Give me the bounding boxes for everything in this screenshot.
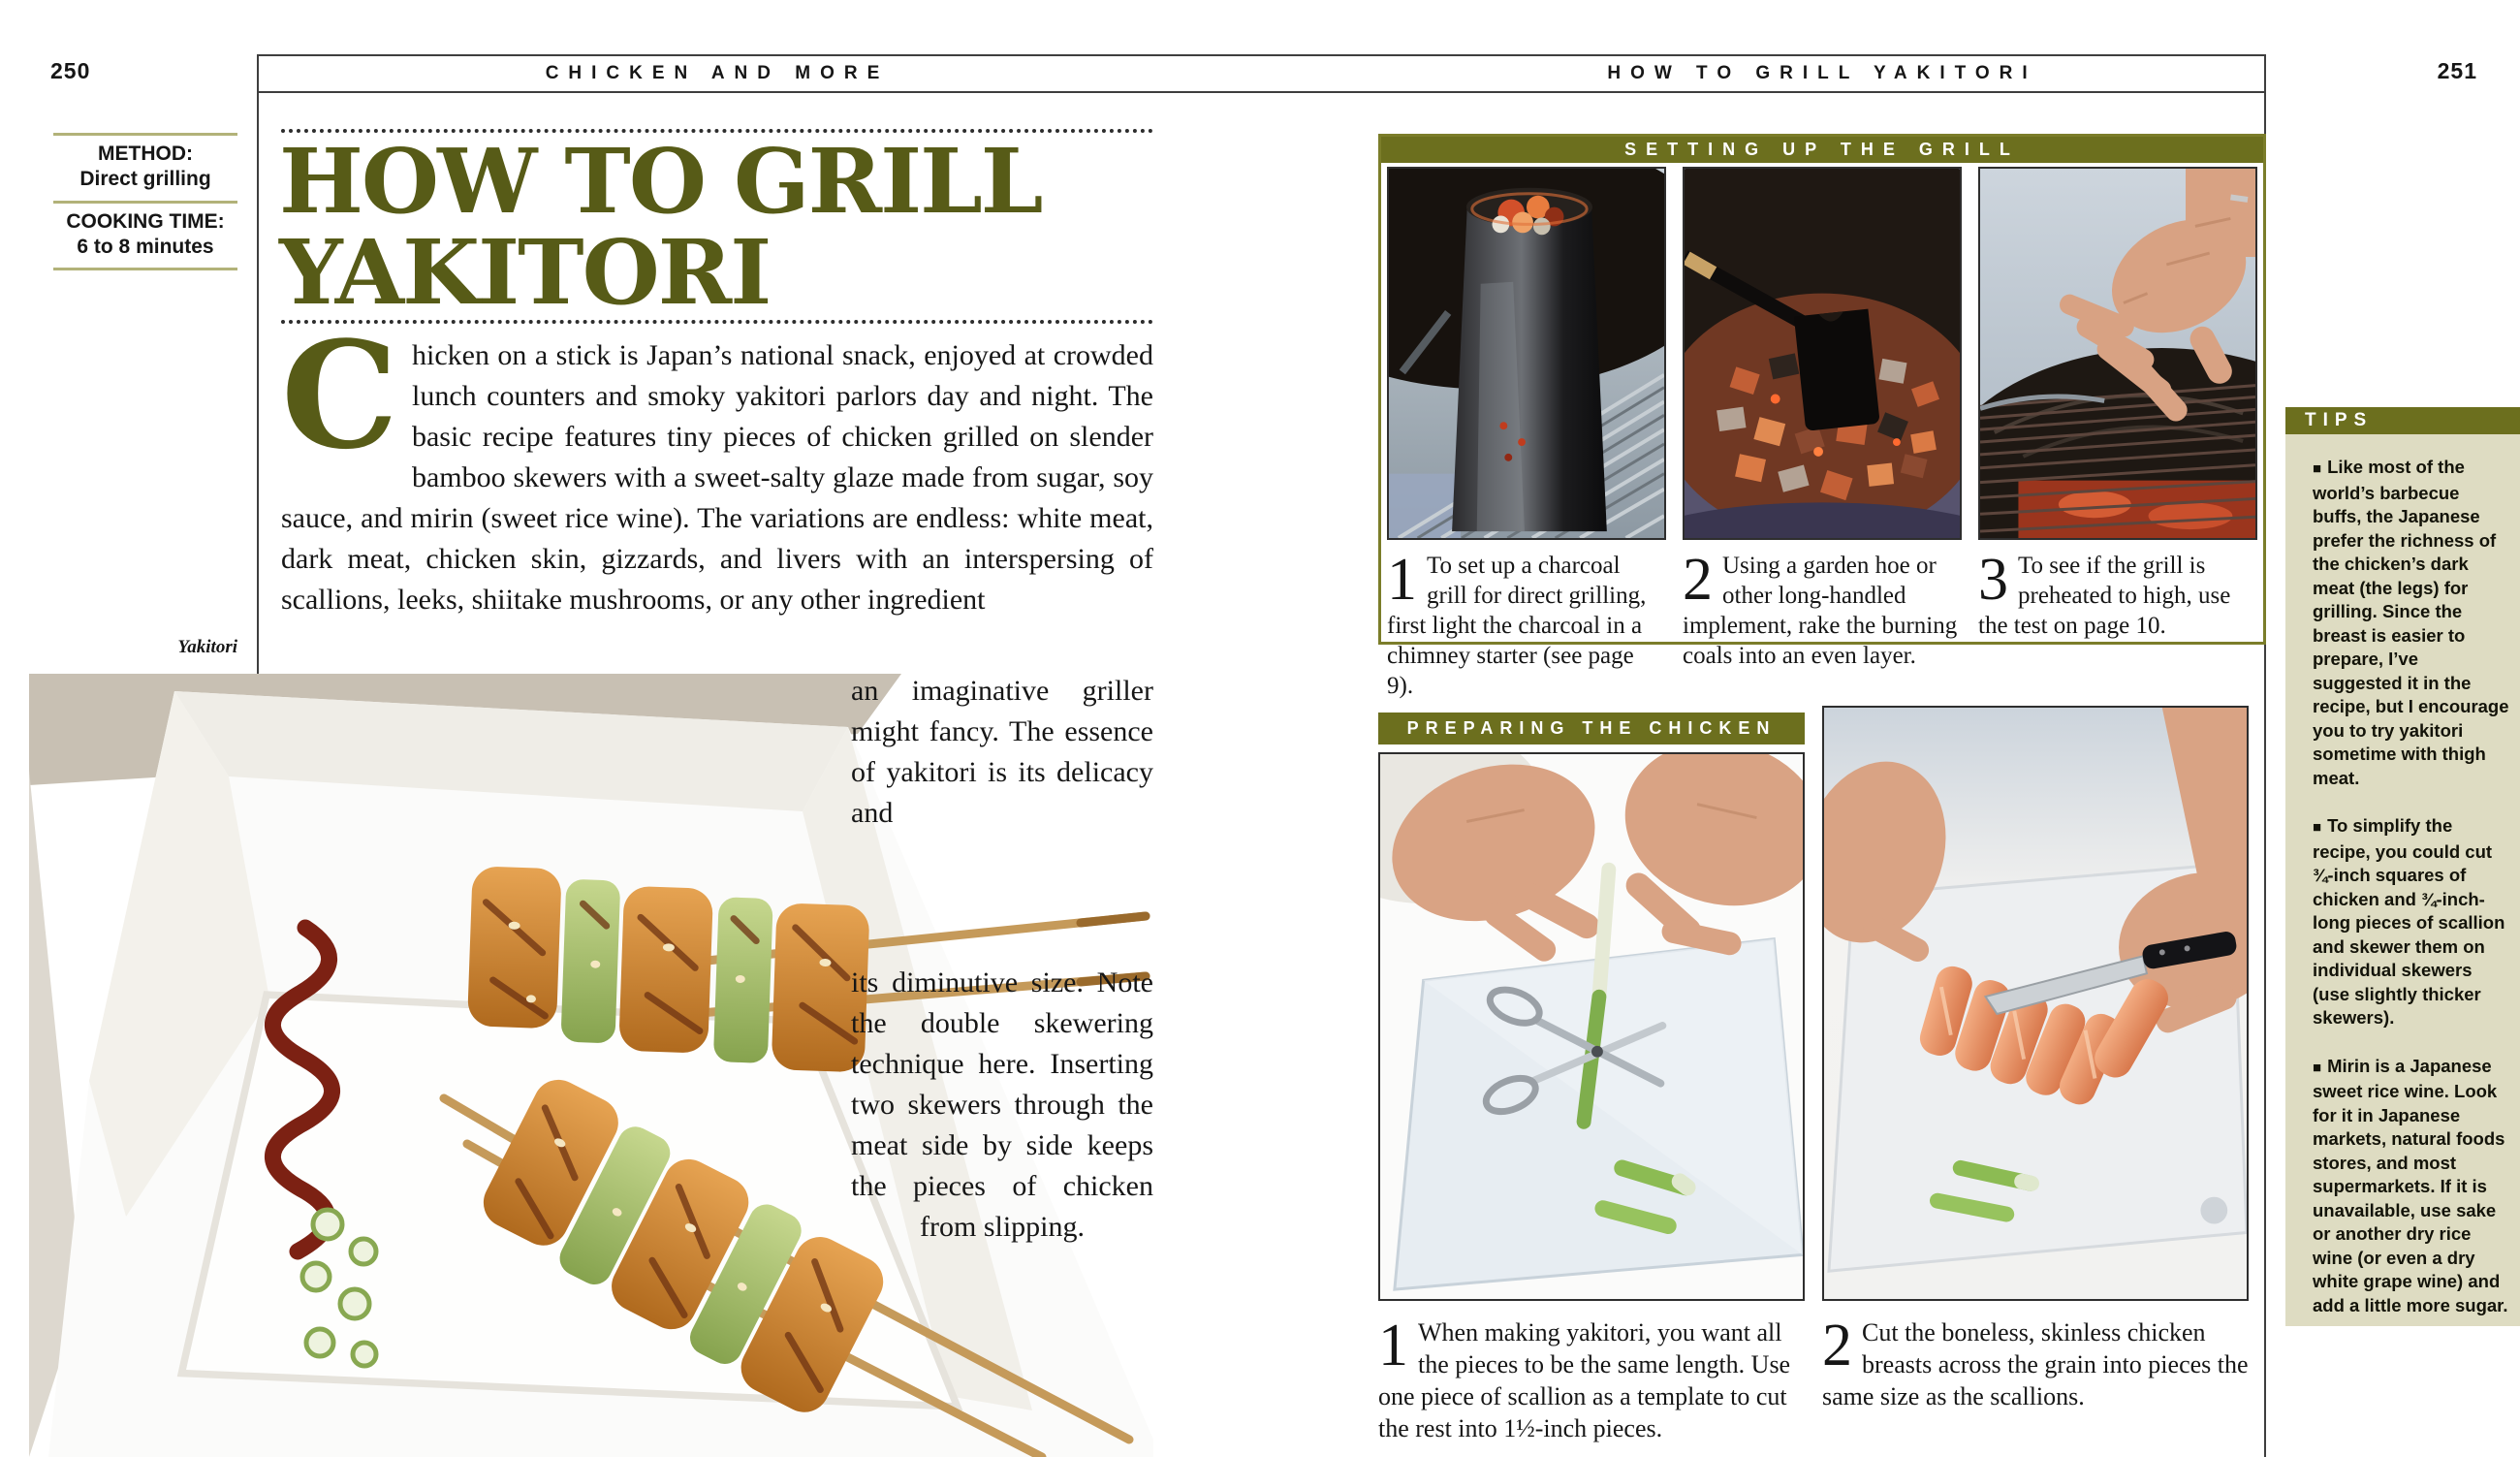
tip-text: Like most of the world’s barbecue buffs, the Japanese prefer the richness of the chicken’s dark meat (the legs) for grilling. Since the breast is easier to prepare, I’ve suggested it in the recipe, but I encourage you to try yakitori sometime with thigh meat.: [2313, 457, 2509, 788]
step-text: To set up a charcoal grill for direct grilling, first light the charcoal in a chimney starter (see page 9).: [1387, 553, 1647, 699]
page-number-right: 251: [2437, 58, 2477, 83]
tips-banner: TIPS: [2285, 407, 2520, 434]
running-head-left: CHICKEN AND MORE: [545, 63, 890, 83]
intro-paragraph: [281, 335, 1153, 620]
step-number: 2: [1822, 1313, 1852, 1378]
cooking-time-label: COOKING TIME:: [66, 210, 225, 233]
grill-step-caption: [1978, 547, 2257, 641]
page-title: [279, 129, 1153, 325]
tip-item: [2313, 814, 2510, 1030]
step-text: To see if the grill is preheated to high, use the test on page 10.: [1978, 553, 2231, 639]
square-bullet-icon: ■: [2313, 1059, 2322, 1076]
method-label: METHOD:: [98, 143, 193, 165]
header-rule-bottom: [257, 91, 2266, 93]
square-bullet-icon: ■: [2313, 819, 2322, 836]
step-number: 1: [1378, 1313, 1408, 1378]
method-value: Direct grilling: [79, 168, 211, 190]
intro-wrap-column-2: its diminutive size. Note the double skewering technique here. Inserting two skewers through the meat side by side keeps the pieces of chicken from slipping.: [851, 966, 1153, 1243]
tips-sidebar: [2285, 434, 2520, 1326]
header-rule-top: [257, 54, 2266, 56]
step-text: Using a garden hoe or other long-handled implement, rake the burning coals into an even layer.: [1683, 553, 1958, 669]
preparing-chicken-banner: PREPARING THE CHICKEN: [1378, 713, 1805, 744]
step-text: When making yakitori, you want all the pieces to be the same length. Use one piece of scallion as a template to cut the rest into 1½-inch pieces.: [1378, 1318, 1791, 1442]
step-number: 3: [1978, 547, 2008, 613]
intro-wrap-column-1: an imaginative griller might fancy. The essence of yakitori is its delicacy and: [851, 675, 1153, 829]
left-column-rule: [257, 54, 259, 681]
running-head-right: HOW TO GRILL YAKITORI: [1607, 63, 2037, 83]
photo-hand-heat-test: [1978, 167, 2257, 540]
page-number-left: 250: [50, 58, 91, 83]
hoe-blade: [1794, 309, 1880, 431]
tip-item: [2313, 1055, 2510, 1318]
yakitori-photo-caption: Yakitori: [177, 637, 237, 657]
drop-cap: C: [281, 335, 398, 482]
prep-step-caption: [1378, 1313, 1805, 1444]
tip-text: Mirin is a Japanese sweet rice wine. Look for it in Japanese markets, natural foods stores, and most supermarkets. If it is unavailable, use sake or another dry rice wine (or even a dry white grape wine) and add a little more sugar.: [2313, 1055, 2508, 1315]
photo-cutting-chicken: [1822, 706, 2249, 1301]
tip-text: To simplify the recipe, you could cut ¾-inch squares of chicken and ¾-inch-long pieces of scallion and skewer them on individual skewers (use slightly thicker skewers).: [2313, 815, 2505, 1028]
page-title-line1: HOW TO GRILL: [279, 129, 1042, 234]
photo-chimney-starter: [1387, 167, 1666, 540]
setting-up-grill-banner: SETTING UP THE GRILL: [1381, 137, 2263, 163]
step-text: Cut the boneless, skinless chicken breasts across the grain into pieces the same size as the scallions.: [1822, 1318, 2249, 1410]
step-number: 2: [1683, 547, 1713, 613]
photo-cutting-scallions: [1378, 752, 1805, 1301]
prep-step-caption: [1822, 1313, 2249, 1412]
cooking-time-value: 6 to 8 minutes: [77, 236, 214, 258]
grill-step-caption: [1387, 547, 1666, 701]
sidebar-rule: [53, 201, 237, 204]
sidebar-rule: [53, 133, 237, 136]
intro-text: hicken on a stick is Japan’s national snack, enjoyed at crowded lunch counters and smoky yakitori parlors day and night. The basic recipe features tiny pieces of chicken grilled on slender bamboo skewers with a sweet-salty glaze made from sugar, soy sauce, and mirin (sweet rice wine). The variations are endless: white meat, dark meat, chicken skin, gizzards, and livers with an interspersing of scallions, leeks, shiitake mushrooms, or any other ingredient: [281, 339, 1153, 616]
page-title-line2: YAKITORI: [279, 220, 771, 325]
title-dotted-rule-bottom: [281, 320, 1153, 324]
sidebar-rule: [53, 268, 237, 270]
step-number: 1: [1387, 547, 1417, 613]
grill-step-caption: [1683, 547, 1962, 671]
square-bullet-icon: ■: [2313, 460, 2322, 477]
photo-raking-coals: [1683, 167, 1962, 540]
tip-item: [2313, 456, 2510, 790]
